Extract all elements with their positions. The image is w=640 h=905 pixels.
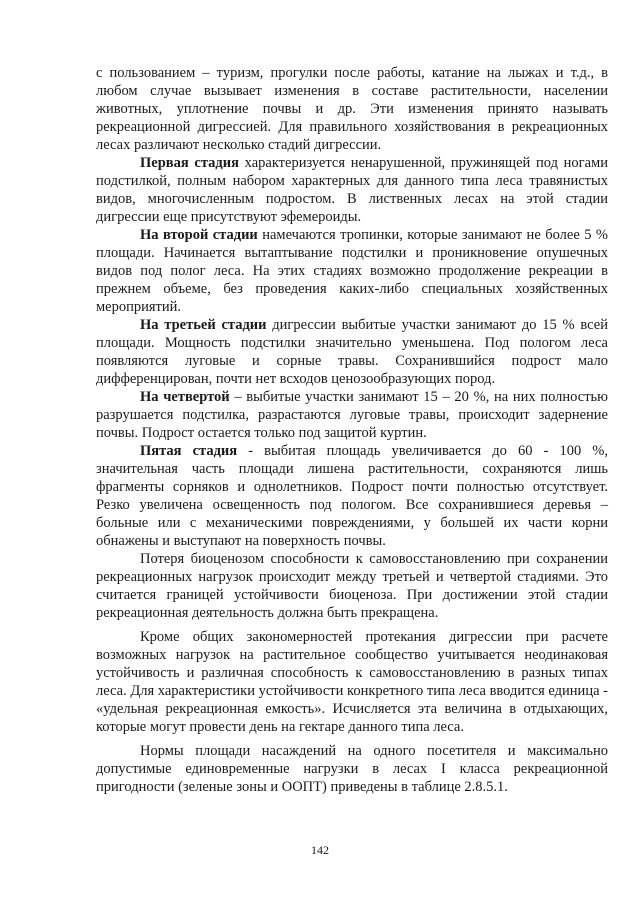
paragraph-lead: На второй стадии (140, 227, 258, 243)
paragraph-text: намечаются тропинки, которые занимают не более 5 % площади. Начинается вытаптывание подстилки и проникновение опушечных видов под полог леса. На этих стадиях возможно продолжение рекреации в прежнем объеме, без проведения каких-либо специальных хозяйственных мероприятий. (96, 227, 608, 315)
paragraph-text: с пользованием – туризм, прогулки после работы, катание на лыжах и т.д., в любом случае вызывает изменения в составе растительности, населении животных, уплотнение почвы и др. Эти изменения принято называть рекреационной дигрессией. Для правильного хозяйствования в рекреационных лесах различают несколько стадий дигрессии. (96, 65, 608, 153)
paragraph-intro (96, 64, 608, 154)
paragraph-first-stage (96, 154, 608, 226)
paragraph-lead: На третьей стадии (140, 317, 267, 333)
paragraph-second-stage (96, 226, 608, 316)
paragraph-fourth-stage (96, 388, 608, 442)
paragraph-text: дигрессии выбитые участки занимают до 15 % всей площади. Мощность подстилки значительно уменьшена. Под пологом леса появляются луговые и сорные травы. Сохранившийся подрост мало дифференцирован, почти нет всходов ценозообразующих пород. (96, 317, 608, 387)
paragraph-recreational-capacity (96, 628, 608, 736)
paragraph-third-stage (96, 316, 608, 388)
paragraph-lead: Первая стадия (140, 155, 239, 171)
paragraph-text: Нормы площади насаждений на одного посетителя и максимально допустимые единовременные нагрузки в лесах I класса рекреационной пригодности (зеленые зоны и ООПТ) приведены в таблице 2.8.5.1. (96, 743, 608, 795)
paragraph-stability-boundary (96, 550, 608, 622)
page-number: 142 (311, 843, 329, 857)
paragraph-text: – выбитые участки занимают 15 – 20 %, на них полностью разрушается подстилка, разрастаются луговые травы, происходит задернение почвы. Подрост остается только под защитой куртин. (96, 389, 608, 441)
paragraph-lead: Пятая стадия (140, 443, 238, 459)
paragraph-text: характеризуется ненарушенной, пружинящей под ногами подстилкой, полным набором характерных для данного типа леса травянистых видов, многочисленным подростом. В лиственных лесах на этой стадии дигрессии еще присутствуют эфемероиды. (96, 155, 608, 225)
paragraph-lead: На четвертой (140, 389, 230, 405)
paragraph-text: Кроме общих закономерностей протекания дигрессии при расчете возможных нагрузок на растительное сообщество учитывается неодинаковая устойчивость и различная способность к самовосстановлению в разных типах леса. Для характеристики устойчивости конкретного типа леса вводится единица - «удельная рекреационная емкость». Исчисляется эта величина в отдыхающих, которые могут провести день на гектаре данного типа леса. (96, 629, 608, 735)
paragraph-text: Потеря биоценозом способности к самовосстановлению при сохранении рекреационных нагрузок происходит между третьей и четвертой стадиями. Это считается границей устойчивости биоценоза. При достижении этой стадии рекреационная деятельность должна быть прекращена. (96, 551, 608, 621)
paragraph-fifth-stage (96, 442, 608, 550)
paragraph-text: - выбитая площадь увеличивается до 60 - 100 %, значительная часть площади лишена растительности, сохраняются лишь фрагменты сорняков и однолетников. Подрост почти полностью отсутствует. Резко увеличена освещенность под пологом. Все сохранившиеся деревья – больные или с механическими повреждениями, у большей их части корни обнажены и выступают на поверхность почвы. (96, 443, 609, 549)
document-page (96, 64, 608, 796)
paragraph-norms (96, 742, 608, 796)
